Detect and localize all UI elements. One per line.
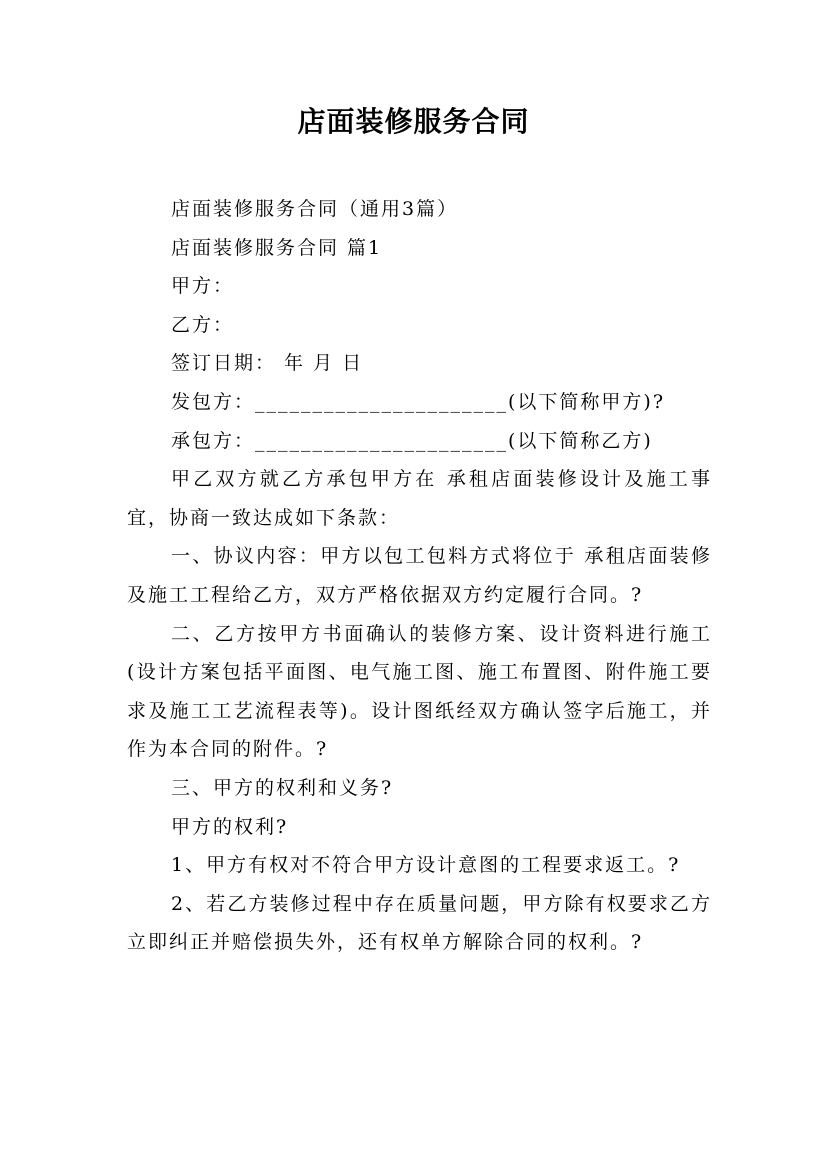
party-b-line: 乙方：: [171, 313, 235, 336]
intro-paragraph: 甲乙双方就乙方承包甲方在 承租店面装修设计及施工事宜，协商一致达成如下条款：: [127, 468, 712, 529]
clause-3-heading: 三、甲方的权利和义务?: [171, 776, 394, 799]
employer-line: 发包方：______________________(以下简称甲方)?: [171, 390, 666, 413]
clause-1-paragraph: 一、协议内容：甲方以包工包料方式将位于 承租店面装修及施工工程给乙方，双方严格依据双方约定履行合同。?: [127, 545, 712, 606]
signing-date-line: 签订日期： 年 月 日: [171, 352, 364, 375]
contractor-line: 承包方：______________________(以下简称乙方): [171, 429, 653, 452]
right-2-paragraph: 2、若乙方装修过程中存在质量问题，甲方除有权要求乙方立即纠正并赔偿损失外，还有权单方解除合同的权利。?: [127, 892, 712, 954]
clause-2-paragraph: 二、乙方按甲方书面确认的装修方案、设计资料进行施工(设计方案包括平面图、电气施工图、施工布置图、附件施工要求及施工工艺流程表等)。设计图纸经双方确认签字后施工，并作为本合同的附件。?: [127, 622, 712, 761]
party-a-rights-heading: 甲方的权利?: [171, 815, 289, 838]
party-a-line: 甲方：: [171, 275, 235, 298]
subtitle-line: 店面装修服务合同（通用3篇）: [171, 198, 459, 220]
section-heading: 店面装修服务合同 篇1: [171, 236, 383, 259]
document-body: [127, 190, 712, 962]
document-title: 店面装修服务合同: [297, 105, 530, 138]
right-1-paragraph: 1、甲方有权对不符合甲方设计意图的工程要求返工。?: [171, 854, 681, 877]
